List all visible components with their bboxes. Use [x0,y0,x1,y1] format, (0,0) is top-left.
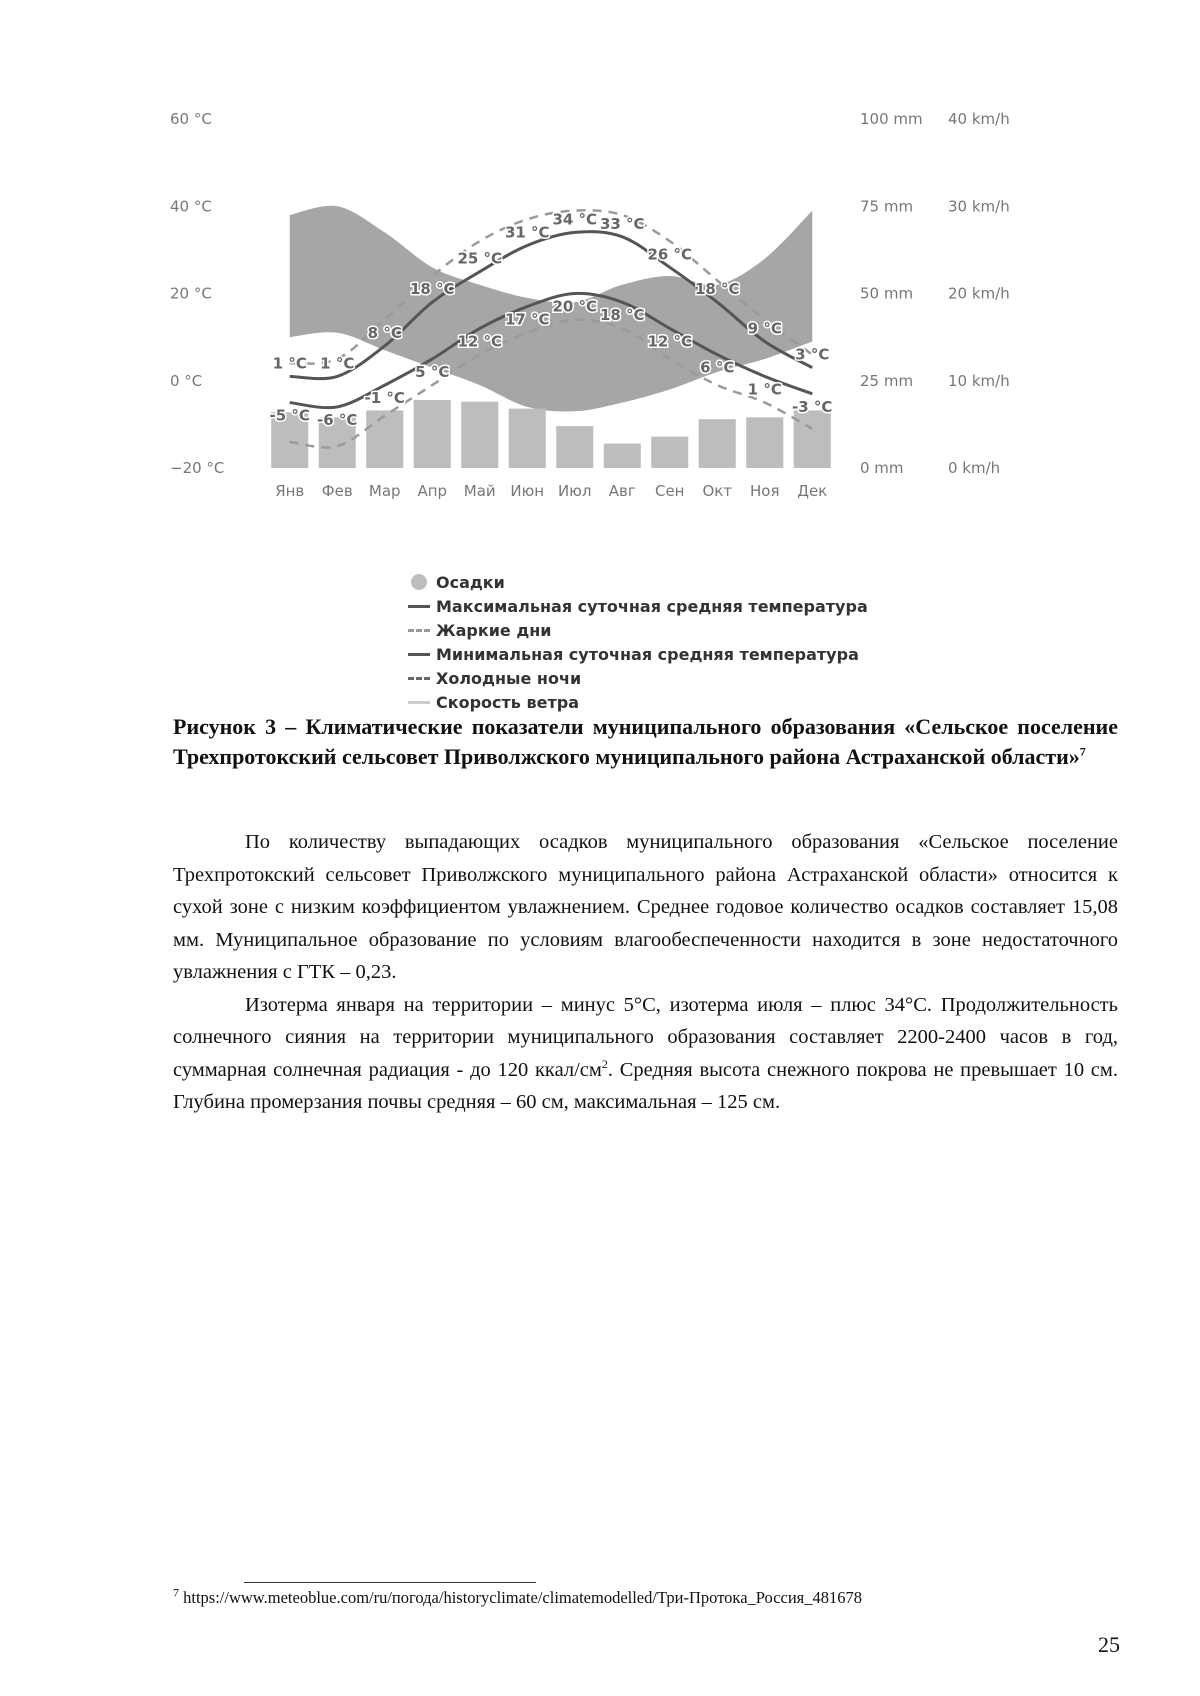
body-text [173,826,1118,1119]
precip-bar [699,419,736,468]
footnote-number: 7 [173,1585,179,1600]
footnote-link[interactable]: https://www.meteoblue.com/ru/погода/historyclimate/climatemodelled/Три-Протока_Россия_481678 [183,1588,863,1607]
superscript: 2 [601,1056,608,1071]
data-label: -3 °C [792,397,833,416]
x-axis-tick-label: Ноя [750,482,780,500]
dashed-line-icon [408,619,430,641]
legend-item-cold-nights [408,666,868,690]
wind-axis-tick-label: 40 km/h [948,110,1010,128]
data-label: 18 °C [599,306,645,325]
precip-bar [651,437,688,468]
x-axis-tick-label: Июл [558,482,592,500]
caption-text: Рисунок 3 – Климатические показатели муниципального образования «Сельское поселение Трехпротокский сельсовет Приволжского муниципального района Астраханской области» [173,714,1118,769]
data-label: 6 °C [700,358,735,377]
x-axis-tick-label: Дек [797,482,828,500]
data-label: 12 °C [457,332,503,351]
legend-item-hot-days [408,618,868,642]
x-axis-tick-label: Июн [510,482,545,500]
x-axis-tick-label: Авг [608,482,636,500]
wind-axis-tick-label: 30 km/h [948,197,1010,216]
precip-axis-tick-label: 75 mm [860,197,914,216]
legend-label: Осадки [436,572,505,592]
y-axis-tick-label: −20 °C [170,459,225,477]
precip-bar [366,410,403,468]
data-label: 18 °C [694,280,740,299]
precip-axis-tick-label: 100 mm [860,110,923,128]
footnote-divider [244,1582,536,1583]
data-label: -5 °C [269,406,310,425]
legend-item-max-temp [408,594,868,618]
paragraph-text: . Средняя высота снежного покрова не превышает 10 см. Глубина промерзания почвы средняя – 60 см, максимальная – 125 см. [173,1058,1118,1113]
data-label: 9 °C [747,319,782,338]
paragraph-text: Изотерма января на территории – минус 5°С, изотерма июля – плюс 34°С. Продолжительность солнечного сияния на территории муниципального образования составляет 2200-2400 часов в год, суммарная солнечная радиация - до 120 ккал/см [173,993,1118,1081]
precip-axis-tick-label: 25 mm [860,371,914,390]
x-axis-tick-label: Сен [654,482,685,500]
y-axis-tick-label: 40 °C [170,197,212,216]
figure-caption [173,712,1118,772]
dot-icon [408,571,430,593]
y-axis-tick-label: 0 °C [170,371,203,390]
precip-bar [414,400,451,468]
y-axis-tick-label: 60 °C [170,110,212,128]
data-label: -6 °C [317,410,358,429]
x-axis-tick-label: Май [463,482,496,500]
paragraph [173,989,1118,1119]
data-label: 1 °C [320,354,355,373]
data-label: 1 °C [747,380,782,399]
precip-bar [461,402,498,468]
legend-label: Скорость ветра [436,692,579,712]
data-label: 8 °C [367,323,402,342]
y-axis-tick-label: 20 °C [170,284,212,303]
line-icon [408,643,430,665]
legend-label: Минимальная суточная средняя температура [436,644,859,664]
x-axis-tick-label: Фев [321,482,353,500]
data-label: -1 °C [364,389,405,408]
legend-label: Максимальная суточная средняя температура [436,596,868,616]
data-label: 34 °C [552,210,598,229]
x-axis-tick-label: Мар [368,482,401,500]
line-icon [408,595,430,617]
climate-chart [160,100,1120,560]
data-label: 17 °C [504,310,550,329]
x-axis-tick-label: Янв [275,482,305,500]
precip-bar [746,417,783,468]
precip-axis-tick-label: 0 mm [860,459,904,477]
data-label: 25 °C [457,249,503,268]
wind-axis-tick-label: 0 km/h [948,459,1001,477]
chart-legend [408,570,868,714]
page-number: 25 [1098,1632,1120,1657]
x-axis-tick-label: Апр [417,482,448,500]
light-line-icon [408,691,430,713]
precip-bar [794,410,831,468]
data-label: 5 °C [415,362,450,381]
dashed-line-icon [408,667,430,689]
data-label: 3 °C [795,345,830,364]
legend-label: Жаркие дни [436,620,552,640]
data-label: 26 °C [647,245,693,264]
legend-label: Холодные ночи [436,668,582,688]
footnote-ref: 7 [1079,744,1086,759]
legend-item-wind [408,690,868,714]
data-label: 1 °C [272,354,307,373]
footnote [173,1585,863,1608]
wind-axis-tick-label: 10 km/h [948,371,1010,390]
data-label: 18 °C [409,280,455,299]
paragraph: По количеству выпадающих осадков муниципального образования «Сельское поселение Трехпротокский сельсовет Приволжского муниципального района Астраханской области» относится к сухой зоне с низким коэффициентом увлажнением. Среднее годовое количество осадков составляет 15,08 мм. Муниципальное образование по условиям влагообеспеченности находится в зоне недостаточного увлажнения с ГТК – 0,23. [173,831,1118,983]
precip-bar [604,444,641,468]
legend-item-min-temp [408,642,868,666]
precip-bar [556,426,593,468]
x-axis-tick-label: Окт [702,482,733,500]
precip-axis-tick-label: 50 mm [860,284,914,303]
data-label: 20 °C [552,297,598,316]
data-label: 31 °C [504,223,550,242]
data-label: 33 °C [599,214,645,233]
legend-item-precipitation [408,570,868,594]
precip-bar [509,409,546,468]
data-label: 12 °C [647,332,693,351]
wind-axis-tick-label: 20 km/h [948,284,1010,303]
